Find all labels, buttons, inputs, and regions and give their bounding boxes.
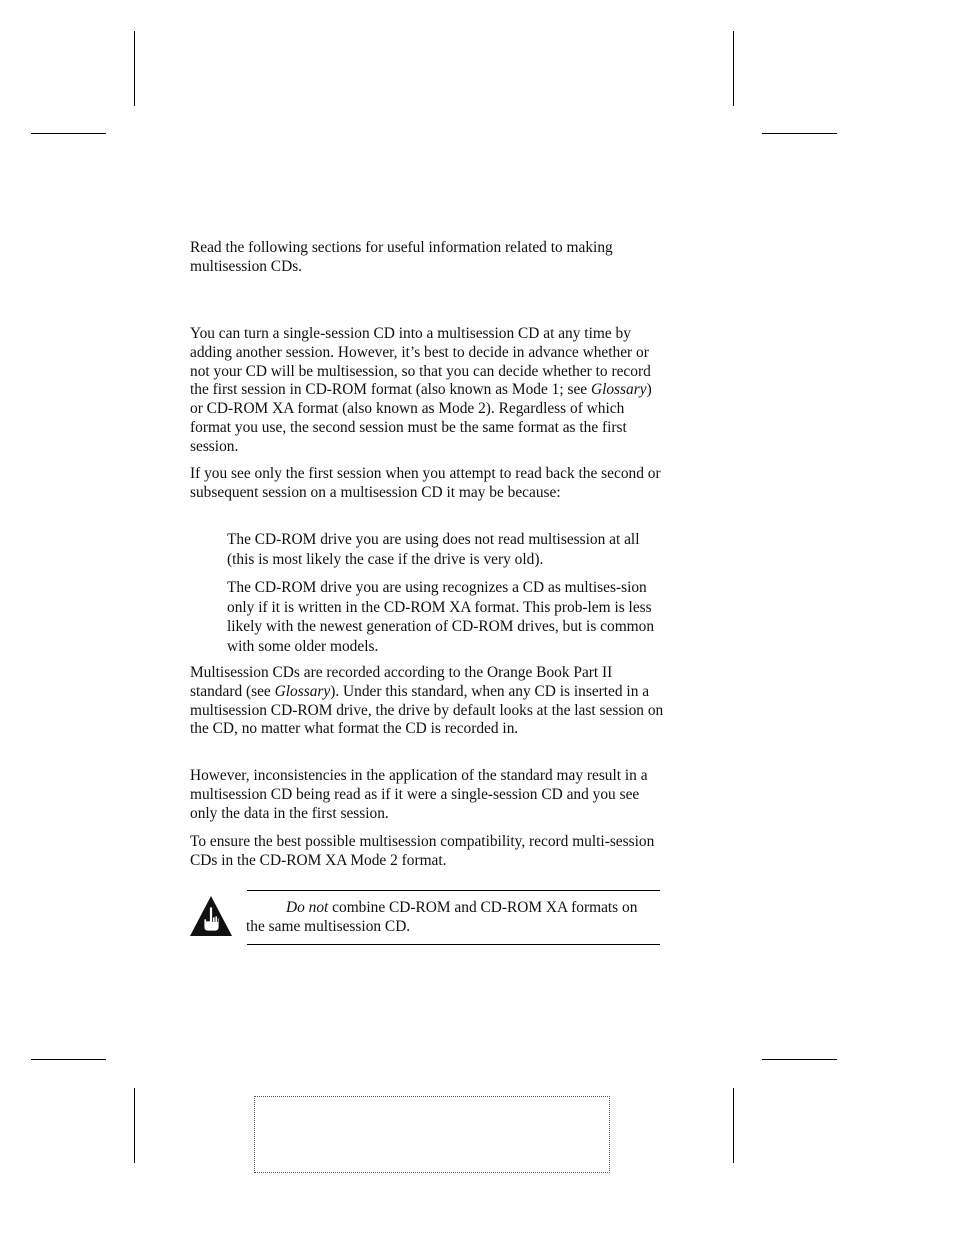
paragraph-first-session-only: If you see only the first session when you attempt to read back the second or subsequent session on a multisession CD it may be because:	[190, 465, 661, 501]
paragraph-inconsistencies: However, inconsistencies in the application of the standard may result in a multisession CD being read as if it were a single-session CD and you see only the data in the first session.	[190, 767, 648, 822]
paragraph-orange-book: Multisession CDs are recorded according to the Orange Book Part II standard (see Glossary). Under this standard, when any CD is inserted in a multisession CD-ROM drive, the drive by default looks at the last session on the CD, no matter what format the CD is recorded in.	[190, 664, 664, 738]
glossary-reference: Glossary	[274, 682, 331, 700]
list-item: The CD-ROM drive you are using does not read multisession at all (this is most likely the case if the drive is very old).	[227, 531, 640, 568]
glossary-reference: Glossary	[590, 381, 647, 399]
paragraph-compatibility: To ensure the best possible multisession compatibility, record multi-session CDs in the CD-ROM XA Mode 2 format.	[190, 833, 655, 869]
intro-paragraph: Read the following sections for useful information related to making multisession CDs.	[190, 239, 613, 275]
crop-mark-top-left-vertical	[134, 31, 135, 106]
footer-dotted-box	[254, 1096, 610, 1173]
note-top-rule	[247, 890, 660, 891]
note-emphasis: Do not	[286, 899, 329, 916]
list-item: The CD-ROM drive you are using recognizes a CD as multises-sion only if it is written in the CD-ROM XA format. This prob-lem is less likely with the newest generation of CD-ROM drives, but is common with some older models.	[227, 579, 655, 655]
paragraph-single-session: You can turn a single-session CD into a multisession CD at any time by adding another session. However, it’s best to decide in advance whether or not your CD will be multisession, so that you can decide whether to record the first session in CD-ROM format (also known as Mode 1; see Glossary) or CD-ROM XA format (also known as Mode 2). Regardless of which format you use, the second session must be the same format as the first session.	[190, 325, 652, 455]
crop-mark-bottom-right-vertical	[733, 1088, 734, 1163]
crop-mark-top-left-horizontal	[31, 133, 106, 134]
crop-mark-bottom-left-horizontal	[31, 1059, 106, 1060]
crop-mark-bottom-right-horizontal	[762, 1059, 837, 1060]
crop-mark-bottom-left-vertical	[134, 1088, 135, 1163]
note-text: Do not combine CD-ROM and CD-ROM XA formats on the same multisession CD.	[246, 899, 638, 935]
crop-mark-top-right-vertical	[733, 31, 734, 106]
crop-mark-top-right-horizontal	[762, 133, 837, 134]
note-bottom-rule	[247, 944, 660, 945]
pointing-hand-warning-icon	[189, 895, 233, 937]
